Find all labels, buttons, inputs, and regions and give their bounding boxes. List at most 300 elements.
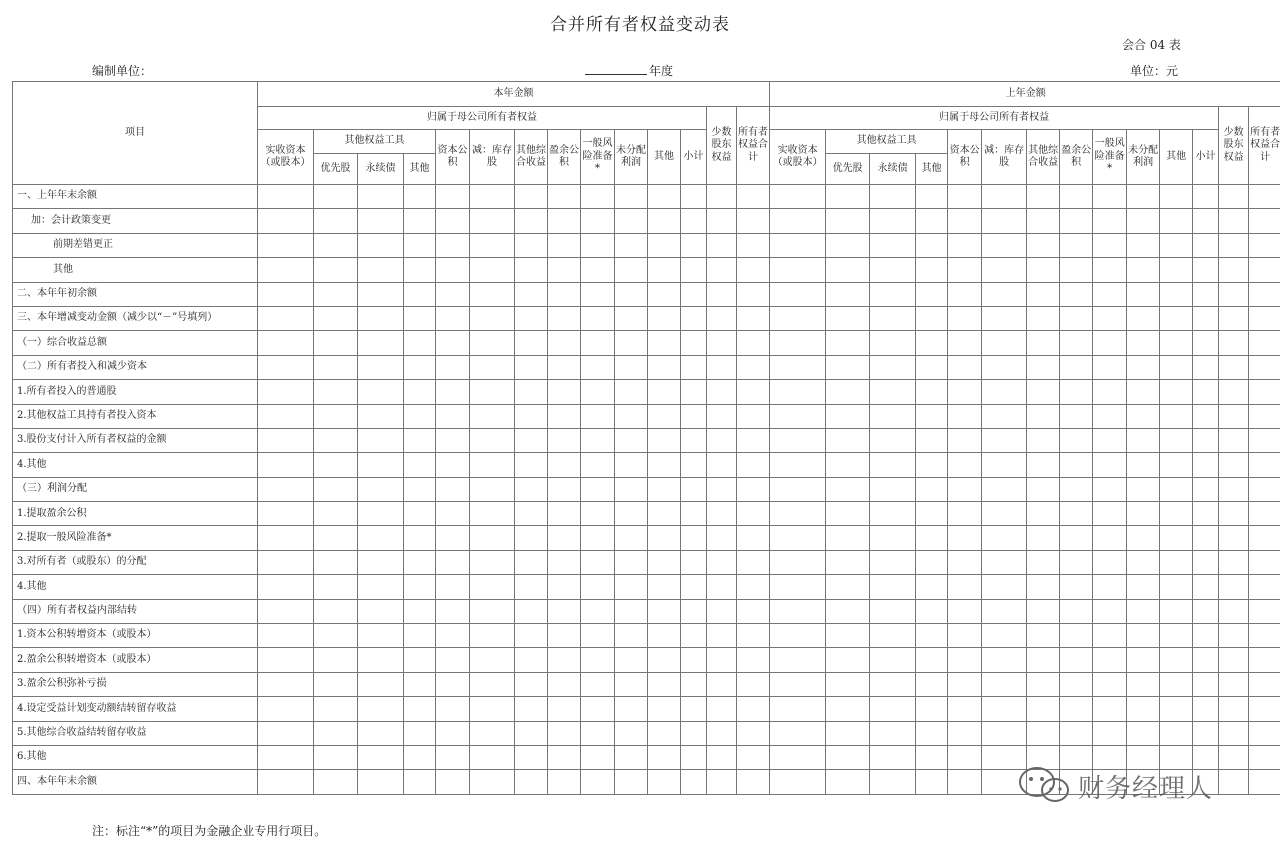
table-cell[interactable]: [707, 355, 737, 379]
table-cell[interactable]: [1093, 355, 1127, 379]
table-cell[interactable]: [436, 575, 470, 599]
table-cell[interactable]: [470, 550, 515, 574]
table-cell[interactable]: [515, 672, 548, 696]
table-cell[interactable]: [314, 721, 358, 745]
table-cell[interactable]: [515, 355, 548, 379]
table-cell[interactable]: [1027, 477, 1060, 501]
table-cell[interactable]: [1249, 770, 1280, 794]
table-cell[interactable]: [1027, 282, 1060, 306]
table-cell[interactable]: [1027, 258, 1060, 282]
table-cell[interactable]: [314, 209, 358, 233]
table-cell[interactable]: [770, 355, 826, 379]
table-cell[interactable]: [1127, 331, 1160, 355]
table-cell[interactable]: [615, 648, 648, 672]
table-cell[interactable]: [1249, 745, 1280, 769]
table-cell[interactable]: [916, 672, 948, 696]
table-cell[interactable]: [515, 575, 548, 599]
table-cell[interactable]: [258, 258, 314, 282]
table-cell[interactable]: [581, 575, 615, 599]
table-cell[interactable]: [916, 770, 948, 794]
table-cell[interactable]: [314, 526, 358, 550]
table-cell[interactable]: [737, 428, 770, 452]
table-cell[interactable]: [515, 721, 548, 745]
table-cell[interactable]: [615, 745, 648, 769]
table-cell[interactable]: [770, 209, 826, 233]
table-cell[interactable]: [515, 697, 548, 721]
table-cell[interactable]: [314, 599, 358, 623]
table-cell[interactable]: [1219, 502, 1249, 526]
table-cell[interactable]: [1160, 331, 1193, 355]
table-cell[interactable]: [515, 624, 548, 648]
table-cell[interactable]: [615, 770, 648, 794]
table-cell[interactable]: [648, 624, 681, 648]
table-cell[interactable]: [1249, 331, 1280, 355]
table-cell[interactable]: [436, 648, 470, 672]
table-cell[interactable]: [436, 404, 470, 428]
table-cell[interactable]: [548, 721, 581, 745]
table-cell[interactable]: [948, 550, 982, 574]
table-cell[interactable]: [1093, 697, 1127, 721]
table-cell[interactable]: [1249, 526, 1280, 550]
table-cell[interactable]: [314, 770, 358, 794]
table-cell[interactable]: [681, 428, 707, 452]
table-cell[interactable]: [1249, 672, 1280, 696]
table-cell[interactable]: [1093, 575, 1127, 599]
table-cell[interactable]: [436, 428, 470, 452]
table-cell[interactable]: [314, 648, 358, 672]
table-cell[interactable]: [982, 550, 1027, 574]
table-cell[interactable]: [826, 770, 870, 794]
table-cell[interactable]: [648, 233, 681, 257]
table-cell[interactable]: [1193, 502, 1219, 526]
table-cell[interactable]: [1093, 550, 1127, 574]
table-cell[interactable]: [1249, 258, 1280, 282]
table-cell[interactable]: [470, 745, 515, 769]
table-cell[interactable]: [1027, 721, 1060, 745]
table-cell[interactable]: [707, 502, 737, 526]
table-cell[interactable]: [870, 745, 916, 769]
table-cell[interactable]: [548, 185, 581, 209]
table-cell[interactable]: [982, 477, 1027, 501]
table-cell[interactable]: [948, 770, 982, 794]
table-cell[interactable]: [1219, 306, 1249, 330]
table-cell[interactable]: [1160, 380, 1193, 404]
table-cell[interactable]: [1127, 404, 1160, 428]
table-cell[interactable]: [770, 526, 826, 550]
table-cell[interactable]: [1160, 282, 1193, 306]
table-cell[interactable]: [314, 380, 358, 404]
table-cell[interactable]: [1160, 648, 1193, 672]
table-cell[interactable]: [1219, 599, 1249, 623]
table-cell[interactable]: [870, 526, 916, 550]
table-cell[interactable]: [1160, 428, 1193, 452]
table-cell[interactable]: [1060, 306, 1093, 330]
table-cell[interactable]: [1219, 477, 1249, 501]
table-cell[interactable]: [436, 599, 470, 623]
table-cell[interactable]: [770, 745, 826, 769]
table-cell[interactable]: [681, 624, 707, 648]
table-cell[interactable]: [948, 526, 982, 550]
table-cell[interactable]: [648, 599, 681, 623]
table-cell[interactable]: [1093, 404, 1127, 428]
table-cell[interactable]: [314, 550, 358, 574]
table-cell[interactable]: [581, 209, 615, 233]
table-cell[interactable]: [707, 477, 737, 501]
table-cell[interactable]: [436, 380, 470, 404]
table-cell[interactable]: [1249, 697, 1280, 721]
table-cell[interactable]: [1093, 624, 1127, 648]
table-cell[interactable]: [581, 404, 615, 428]
table-cell[interactable]: [916, 282, 948, 306]
table-cell[interactable]: [314, 575, 358, 599]
table-cell[interactable]: [1127, 477, 1160, 501]
table-cell[interactable]: [1060, 697, 1093, 721]
table-cell[interactable]: [1027, 331, 1060, 355]
table-cell[interactable]: [581, 770, 615, 794]
table-cell[interactable]: [1160, 404, 1193, 428]
table-cell[interactable]: [1093, 428, 1127, 452]
table-cell[interactable]: [948, 624, 982, 648]
table-cell[interactable]: [1219, 404, 1249, 428]
table-cell[interactable]: [1093, 282, 1127, 306]
table-cell[interactable]: [1060, 624, 1093, 648]
table-cell[interactable]: [515, 526, 548, 550]
table-cell[interactable]: [826, 209, 870, 233]
table-cell[interactable]: [870, 282, 916, 306]
table-cell[interactable]: [436, 624, 470, 648]
table-cell[interactable]: [1060, 282, 1093, 306]
table-cell[interactable]: [770, 624, 826, 648]
table-cell[interactable]: [548, 624, 581, 648]
table-cell[interactable]: [358, 770, 404, 794]
table-cell[interactable]: [404, 624, 436, 648]
table-cell[interactable]: [681, 258, 707, 282]
table-cell[interactable]: [1093, 672, 1127, 696]
table-cell[interactable]: [436, 306, 470, 330]
table-cell[interactable]: [358, 380, 404, 404]
table-cell[interactable]: [737, 526, 770, 550]
table-cell[interactable]: [258, 648, 314, 672]
table-cell[interactable]: [1193, 185, 1219, 209]
table-cell[interactable]: [737, 209, 770, 233]
table-cell[interactable]: [1193, 282, 1219, 306]
table-cell[interactable]: [826, 721, 870, 745]
table-cell[interactable]: [648, 380, 681, 404]
table-cell[interactable]: [581, 502, 615, 526]
table-cell[interactable]: [681, 575, 707, 599]
table-cell[interactable]: [707, 209, 737, 233]
table-cell[interactable]: [826, 306, 870, 330]
table-cell[interactable]: [1127, 428, 1160, 452]
table-cell[interactable]: [615, 502, 648, 526]
table-cell[interactable]: [916, 355, 948, 379]
table-cell[interactable]: [1127, 599, 1160, 623]
table-cell[interactable]: [826, 599, 870, 623]
table-cell[interactable]: [982, 306, 1027, 330]
table-cell[interactable]: [436, 282, 470, 306]
table-cell[interactable]: [470, 648, 515, 672]
table-cell[interactable]: [916, 428, 948, 452]
table-cell[interactable]: [358, 453, 404, 477]
table-cell[interactable]: [770, 404, 826, 428]
table-cell[interactable]: [916, 404, 948, 428]
table-cell[interactable]: [737, 770, 770, 794]
table-cell[interactable]: [470, 306, 515, 330]
table-cell[interactable]: [404, 209, 436, 233]
table-cell[interactable]: [404, 185, 436, 209]
table-cell[interactable]: [982, 624, 1027, 648]
table-cell[interactable]: [1027, 526, 1060, 550]
table-cell[interactable]: [615, 672, 648, 696]
table-cell[interactable]: [870, 355, 916, 379]
table-cell[interactable]: [1160, 355, 1193, 379]
table-cell[interactable]: [470, 258, 515, 282]
table-cell[interactable]: [1093, 209, 1127, 233]
table-cell[interactable]: [948, 648, 982, 672]
table-cell[interactable]: [826, 672, 870, 696]
table-cell[interactable]: [916, 648, 948, 672]
table-cell[interactable]: [470, 404, 515, 428]
table-cell[interactable]: [1060, 526, 1093, 550]
table-cell[interactable]: [1219, 697, 1249, 721]
table-cell[interactable]: [314, 331, 358, 355]
table-cell[interactable]: [258, 355, 314, 379]
table-cell[interactable]: [982, 697, 1027, 721]
table-cell[interactable]: [948, 672, 982, 696]
table-cell[interactable]: [737, 185, 770, 209]
table-cell[interactable]: [737, 721, 770, 745]
table-cell[interactable]: [948, 575, 982, 599]
table-cell[interactable]: [1219, 185, 1249, 209]
table-cell[interactable]: [548, 599, 581, 623]
table-cell[interactable]: [1193, 233, 1219, 257]
table-cell[interactable]: [1060, 209, 1093, 233]
table-cell[interactable]: [681, 550, 707, 574]
table-cell[interactable]: [1127, 282, 1160, 306]
table-cell[interactable]: [1160, 502, 1193, 526]
table-cell[interactable]: [515, 209, 548, 233]
table-cell[interactable]: [258, 477, 314, 501]
table-cell[interactable]: [1093, 331, 1127, 355]
table-cell[interactable]: [436, 477, 470, 501]
table-cell[interactable]: [870, 697, 916, 721]
table-cell[interactable]: [258, 306, 314, 330]
table-cell[interactable]: [548, 209, 581, 233]
table-cell[interactable]: [470, 672, 515, 696]
table-cell[interactable]: [737, 672, 770, 696]
table-cell[interactable]: [737, 697, 770, 721]
table-cell[interactable]: [548, 697, 581, 721]
table-cell[interactable]: [1219, 648, 1249, 672]
table-cell[interactable]: [1027, 550, 1060, 574]
table-cell[interactable]: [681, 477, 707, 501]
table-cell[interactable]: [1160, 306, 1193, 330]
table-cell[interactable]: [404, 550, 436, 574]
table-cell[interactable]: [1027, 672, 1060, 696]
table-cell[interactable]: [314, 672, 358, 696]
table-cell[interactable]: [358, 648, 404, 672]
table-cell[interactable]: [1060, 233, 1093, 257]
table-cell[interactable]: [982, 355, 1027, 379]
table-cell[interactable]: [948, 331, 982, 355]
table-cell[interactable]: [436, 526, 470, 550]
table-cell[interactable]: [581, 428, 615, 452]
table-cell[interactable]: [436, 209, 470, 233]
table-cell[interactable]: [826, 404, 870, 428]
table-cell[interactable]: [826, 624, 870, 648]
table-cell[interactable]: [1249, 306, 1280, 330]
table-cell[interactable]: [1127, 575, 1160, 599]
table-cell[interactable]: [1219, 721, 1249, 745]
table-cell[interactable]: [1249, 355, 1280, 379]
table-cell[interactable]: [258, 331, 314, 355]
table-cell[interactable]: [1127, 306, 1160, 330]
table-cell[interactable]: [404, 697, 436, 721]
table-cell[interactable]: [1060, 185, 1093, 209]
table-cell[interactable]: [1249, 404, 1280, 428]
table-cell[interactable]: [1127, 355, 1160, 379]
table-cell[interactable]: [436, 258, 470, 282]
table-cell[interactable]: [681, 526, 707, 550]
table-cell[interactable]: [870, 404, 916, 428]
table-cell[interactable]: [1027, 697, 1060, 721]
table-cell[interactable]: [358, 282, 404, 306]
table-cell[interactable]: [1060, 355, 1093, 379]
table-cell[interactable]: [770, 331, 826, 355]
table-cell[interactable]: [470, 477, 515, 501]
table-cell[interactable]: [1160, 526, 1193, 550]
table-cell[interactable]: [648, 697, 681, 721]
table-cell[interactable]: [436, 721, 470, 745]
table-cell[interactable]: [648, 721, 681, 745]
table-cell[interactable]: [1093, 233, 1127, 257]
table-cell[interactable]: [1093, 453, 1127, 477]
table-cell[interactable]: [1219, 331, 1249, 355]
table-cell[interactable]: [1093, 185, 1127, 209]
table-cell[interactable]: [982, 672, 1027, 696]
table-cell[interactable]: [737, 404, 770, 428]
table-cell[interactable]: [314, 306, 358, 330]
table-cell[interactable]: [314, 355, 358, 379]
table-cell[interactable]: [1193, 697, 1219, 721]
table-cell[interactable]: [1060, 380, 1093, 404]
table-cell[interactable]: [314, 502, 358, 526]
table-cell[interactable]: [258, 453, 314, 477]
table-cell[interactable]: [1249, 575, 1280, 599]
table-cell[interactable]: [870, 648, 916, 672]
table-cell[interactable]: [1160, 233, 1193, 257]
table-cell[interactable]: [615, 428, 648, 452]
table-cell[interactable]: [470, 502, 515, 526]
table-cell[interactable]: [358, 721, 404, 745]
table-cell[interactable]: [548, 672, 581, 696]
table-cell[interactable]: [1160, 697, 1193, 721]
table-cell[interactable]: [948, 404, 982, 428]
table-cell[interactable]: [404, 258, 436, 282]
table-cell[interactable]: [615, 233, 648, 257]
table-cell[interactable]: [648, 428, 681, 452]
table-cell[interactable]: [707, 648, 737, 672]
table-cell[interactable]: [615, 453, 648, 477]
table-cell[interactable]: [826, 331, 870, 355]
table-cell[interactable]: [436, 550, 470, 574]
table-cell[interactable]: [615, 380, 648, 404]
table-cell[interactable]: [470, 209, 515, 233]
table-cell[interactable]: [1093, 599, 1127, 623]
table-cell[interactable]: [258, 697, 314, 721]
table-cell[interactable]: [982, 209, 1027, 233]
table-cell[interactable]: [1027, 185, 1060, 209]
table-cell[interactable]: [548, 233, 581, 257]
table-cell[interactable]: [1127, 185, 1160, 209]
table-cell[interactable]: [581, 233, 615, 257]
table-cell[interactable]: [982, 404, 1027, 428]
table-cell[interactable]: [826, 575, 870, 599]
table-cell[interactable]: [1193, 306, 1219, 330]
table-cell[interactable]: [548, 453, 581, 477]
table-cell[interactable]: [1027, 380, 1060, 404]
table-cell[interactable]: [648, 306, 681, 330]
table-cell[interactable]: [615, 331, 648, 355]
table-cell[interactable]: [1193, 575, 1219, 599]
table-cell[interactable]: [581, 697, 615, 721]
table-cell[interactable]: [470, 355, 515, 379]
table-cell[interactable]: [404, 721, 436, 745]
table-cell[interactable]: [982, 258, 1027, 282]
table-cell[interactable]: [707, 380, 737, 404]
table-cell[interactable]: [314, 185, 358, 209]
table-cell[interactable]: [615, 404, 648, 428]
table-cell[interactable]: [1060, 648, 1093, 672]
table-cell[interactable]: [916, 526, 948, 550]
table-cell[interactable]: [1193, 380, 1219, 404]
table-cell[interactable]: [515, 185, 548, 209]
table-cell[interactable]: [737, 477, 770, 501]
table-cell[interactable]: [258, 599, 314, 623]
table-cell[interactable]: [1127, 672, 1160, 696]
table-cell[interactable]: [1060, 258, 1093, 282]
table-cell[interactable]: [258, 745, 314, 769]
table-cell[interactable]: [870, 185, 916, 209]
table-cell[interactable]: [982, 599, 1027, 623]
table-cell[interactable]: [314, 428, 358, 452]
table-cell[interactable]: [581, 624, 615, 648]
table-cell[interactable]: [648, 209, 681, 233]
table-cell[interactable]: [982, 428, 1027, 452]
table-cell[interactable]: [1160, 453, 1193, 477]
table-cell[interactable]: [615, 624, 648, 648]
table-cell[interactable]: [1249, 721, 1280, 745]
table-cell[interactable]: [1027, 306, 1060, 330]
table-cell[interactable]: [826, 428, 870, 452]
table-cell[interactable]: [1027, 502, 1060, 526]
table-cell[interactable]: [770, 770, 826, 794]
table-cell[interactable]: [1249, 453, 1280, 477]
table-cell[interactable]: [470, 624, 515, 648]
table-cell[interactable]: [515, 306, 548, 330]
table-cell[interactable]: [258, 185, 314, 209]
table-cell[interactable]: [548, 526, 581, 550]
table-cell[interactable]: [1160, 185, 1193, 209]
table-cell[interactable]: [548, 355, 581, 379]
table-cell[interactable]: [1160, 672, 1193, 696]
table-cell[interactable]: [982, 526, 1027, 550]
table-cell[interactable]: [1127, 380, 1160, 404]
table-cell[interactable]: [770, 697, 826, 721]
table-cell[interactable]: [770, 258, 826, 282]
table-cell[interactable]: [707, 672, 737, 696]
table-cell[interactable]: [870, 306, 916, 330]
